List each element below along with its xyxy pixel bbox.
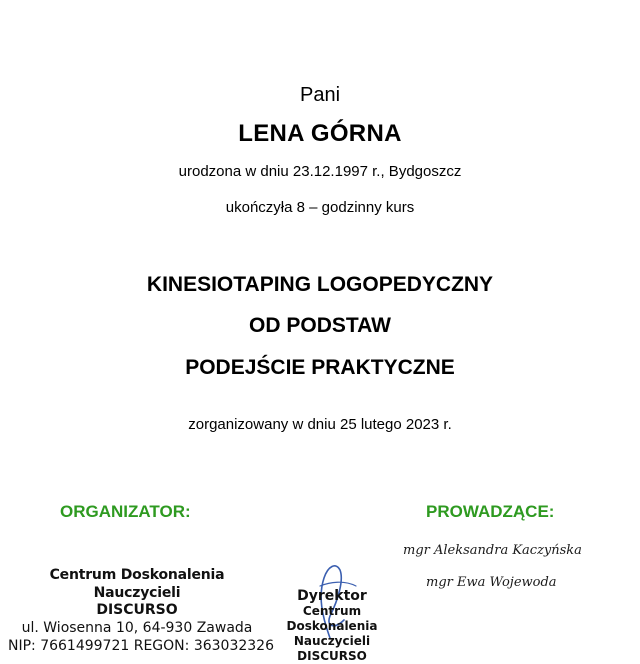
stamp-line-2: DISCURSO — [96, 602, 178, 618]
salutation: Pani — [299, 84, 341, 106]
director-title: Dyrektor — [297, 588, 367, 604]
organized-date: zorganizowany w dniu 25 lutego 2023 r. — [188, 416, 452, 433]
instructors-label: PROWADZĄCE: — [426, 502, 555, 521]
stamp-nip-regon: NIP: 7661499721 REGON: 363032326 — [8, 638, 274, 654]
director-line-2: Nauczycieli DISCURSO — [293, 634, 371, 663]
director-stamp — [262, 588, 402, 664]
course-title-line-1: KINESIOTAPING LOGOPEDYCZNY — [146, 273, 494, 296]
organizer-label: ORGANIZATOR: — [60, 502, 191, 521]
stamp-address: ul. Wiosenna 10, 64-930 Zawada — [21, 620, 253, 636]
course-title-line-2: OD PODSTAW — [249, 314, 391, 337]
director-line-1: Centrum Doskonalenia — [286, 604, 378, 633]
completion-info: ukończyła 8 – godzinny kurs — [225, 199, 415, 216]
organizer-stamp — [8, 566, 274, 655]
stamp-line-1: Centrum Doskonalenia Nauczycieli — [49, 567, 225, 601]
instructor-name-1: mgr Aleksandra Kaczyńska — [403, 543, 582, 558]
instructor-name-2: mgr Ewa Wojewoda — [426, 575, 557, 590]
course-title-line-3: PODEJŚCIE PRAKTYCZNE — [185, 356, 455, 379]
recipient-name: LENA GÓRNA — [238, 120, 402, 147]
birth-info: urodzona w dniu 23.12.1997 r., Bydgoszcz — [178, 163, 462, 180]
